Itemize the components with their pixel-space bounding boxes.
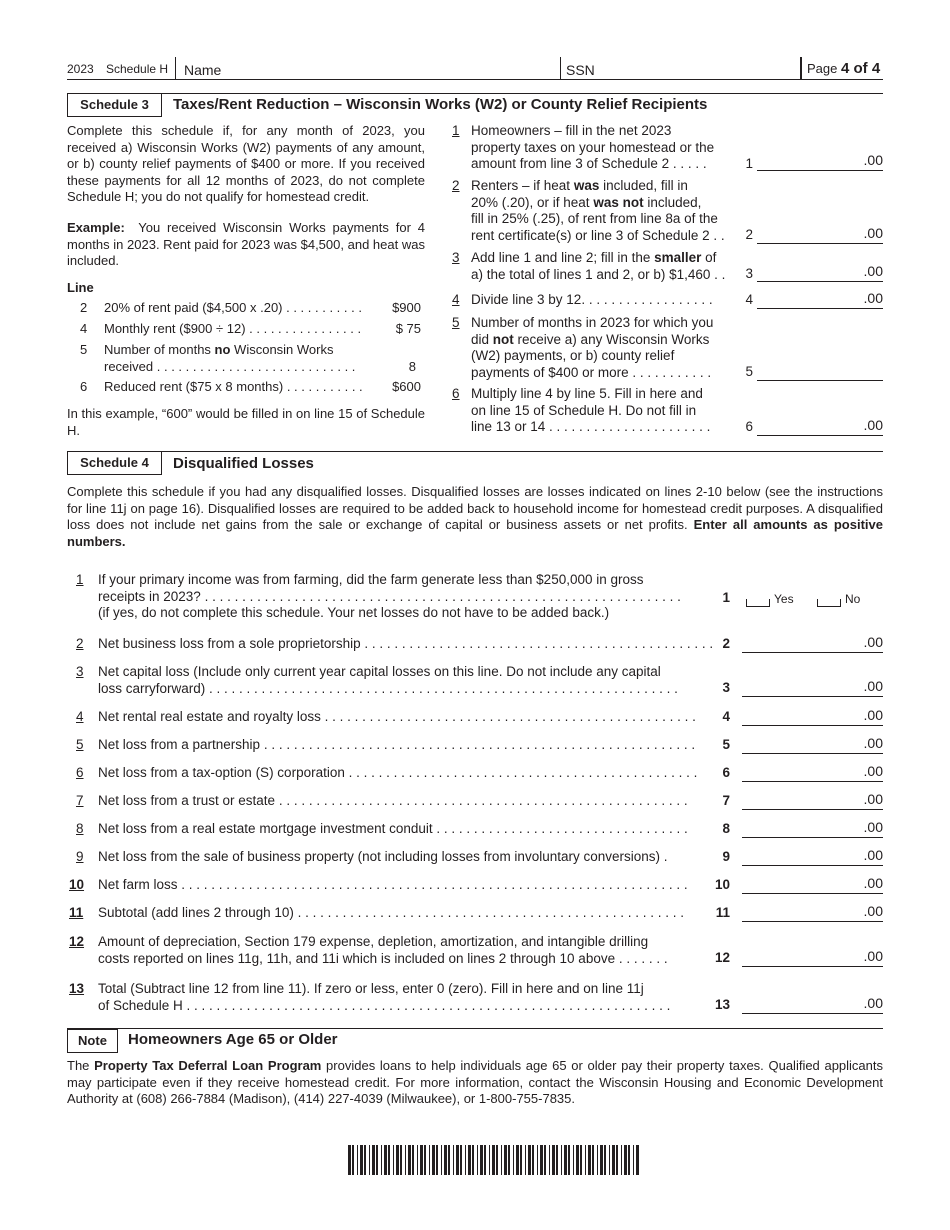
s4-line-text: Net loss from a partnership . . . . . . . . . . . . . . . . . . . . . . . . . . . . . . . . . . . . . . . . . . . . . . . . . . . . . . . . . . bbox=[98, 737, 696, 752]
s4-line-text: Net loss from a tax-option (S) corporation . . . . . . . . . . . . . . . . . . . . . . . . . . . . . . . . . . . . . . . . . . . . . . . bbox=[98, 765, 698, 780]
barcode-bar bbox=[580, 1145, 582, 1175]
page-prefix: Page bbox=[807, 61, 841, 76]
program-name: Property Tax Deferral Loan Program bbox=[94, 1058, 322, 1073]
s3-line-text: Add line 1 and line 2; fill in the smaller of a) the total of lines 1 and 2, or b) $1,460 . . bbox=[471, 250, 726, 282]
s3-line2-field[interactable] bbox=[757, 243, 883, 244]
sched3-intro: Complete this schedule if, for any month of 2023, you received a) Wisconsin Works (W2) payments of any amount, or b) county relief payments of $400 or more. If you received these payments for all 12 months of 2023, do not complete Schedule H; you do not qualify for homestead credit. bbox=[67, 123, 425, 204]
s4-line-field[interactable] bbox=[742, 753, 883, 754]
s4-line-field[interactable] bbox=[742, 781, 883, 782]
barcode-bar bbox=[532, 1145, 534, 1175]
barcode-bar bbox=[496, 1145, 498, 1175]
barcode-bar bbox=[376, 1145, 378, 1175]
s4-line-field[interactable] bbox=[742, 652, 883, 653]
s3-line-ref: 4 bbox=[745, 292, 753, 307]
no-checkbox[interactable] bbox=[817, 599, 841, 607]
barcode-bar bbox=[552, 1145, 555, 1175]
example-row-num: 2 bbox=[80, 300, 88, 315]
barcode-bar bbox=[628, 1145, 630, 1175]
barcode-bar bbox=[388, 1145, 390, 1175]
barcode-bar bbox=[612, 1145, 615, 1175]
s4-line-num: 8 bbox=[76, 821, 84, 836]
barcode-bar bbox=[400, 1145, 402, 1175]
s3-line4-field[interactable] bbox=[757, 308, 883, 309]
example-row-value: $600 bbox=[392, 379, 421, 394]
example-row-value: $ 75 bbox=[395, 321, 421, 336]
barcode-bar bbox=[472, 1145, 474, 1175]
s4-line-text: Net business loss from a sole proprietorship . . . . . . . . . . . . . . . . . . . . . . . . . . . . . . . . . . . . . . . . . . . . . . . bbox=[98, 636, 713, 651]
s4-line-field[interactable] bbox=[742, 837, 883, 838]
s4-line-ref: 3 bbox=[722, 680, 730, 695]
barcode-bar bbox=[573, 1145, 574, 1175]
barcode-bar bbox=[393, 1145, 394, 1175]
barcode-bar bbox=[372, 1145, 375, 1175]
no-label: No bbox=[845, 592, 861, 606]
barcode-bar bbox=[561, 1145, 562, 1175]
note-rule bbox=[67, 1028, 883, 1029]
barcode-bar bbox=[480, 1145, 483, 1175]
barcode-bar bbox=[444, 1145, 447, 1175]
s3-line3-amount[interactable]: .00 bbox=[863, 263, 883, 279]
sched3-box: Schedule 3 bbox=[67, 93, 162, 117]
example-row-text: Monthly rent ($900 ÷ 12) . . . . . . . . . . . . . . . . bbox=[104, 321, 362, 336]
barcode-bar bbox=[429, 1145, 430, 1175]
barcode-bar bbox=[544, 1145, 546, 1175]
header-year: 2023 bbox=[67, 62, 94, 76]
sched3-example bbox=[67, 220, 425, 270]
yes-checkbox[interactable] bbox=[746, 599, 770, 607]
note-text: The Property Tax Deferral Loan Program provides loans to help individuals age 65 or older pay their property taxes. Qualified applicants may participate even if they receive homestead credit. For more information, contact the Wisconsin Housing and Economic Development Authority at (608) 266-7884 (Madison), (414) 227-4039 (Milwaukee), or 1-800-755-7835. bbox=[67, 1058, 884, 1106]
barcode-bar bbox=[453, 1145, 454, 1175]
example-footer: In this example, “600” would be filled in on line 15 of Schedule H. bbox=[67, 406, 425, 438]
barcode-bar bbox=[609, 1145, 610, 1175]
s4-line-text: Amount of depreciation, Section 179 expense, depletion, amortization, and intangible drilling costs reported on lines 11g, 11h, and 11i which is included on lines 2 through 10 above . . . . . . . bbox=[98, 934, 668, 966]
s4-line-text: Total (Subtract line 12 from line 11). If zero or less, enter 0 (zero). Fill in here and on line 11j of Schedule H . . . . . . . . . . . . . . . . . . . . . . . . . . . . . . . . . . . . . . . . . . . . . . . . . . . . . . . . . . . . . . . . . bbox=[98, 981, 671, 1013]
barcode-bar bbox=[352, 1145, 354, 1175]
s4-line-field[interactable] bbox=[742, 1013, 883, 1014]
s4-line-text: Net farm loss . . . . . . . . . . . . . . . . . . . . . . . . . . . . . . . . . . . . . . . . . . . . . . . . . . . . . . . . . . . . . . . . . . . . bbox=[98, 877, 688, 892]
barcode-bar bbox=[381, 1145, 382, 1175]
s4-line-num: 2 bbox=[76, 636, 84, 651]
barcode-bar bbox=[585, 1145, 586, 1175]
example-row-num: 5 bbox=[80, 342, 88, 357]
page-value: 4 of 4 bbox=[840, 60, 881, 77]
s3-line2-amount[interactable]: .00 bbox=[863, 225, 883, 241]
s3-line-num: 6 bbox=[452, 386, 460, 401]
s4-line-ref: 11 bbox=[715, 905, 730, 920]
s4-line-field[interactable] bbox=[742, 865, 883, 866]
s4-line-num: 13 bbox=[69, 981, 85, 996]
s4-line-field[interactable] bbox=[742, 809, 883, 810]
s4-line-num: 1 bbox=[76, 572, 84, 587]
sched4-rule bbox=[67, 451, 883, 452]
s3-line-num: 1 bbox=[452, 123, 460, 138]
s3-line-ref: 1 bbox=[745, 156, 753, 171]
s4-line-amount[interactable]: .00 bbox=[863, 634, 883, 650]
barcode-bar bbox=[348, 1145, 351, 1175]
barcode-bar bbox=[556, 1145, 558, 1175]
barcode-bar bbox=[492, 1145, 495, 1175]
barcode-bar bbox=[432, 1145, 435, 1175]
barcode-bar bbox=[396, 1145, 399, 1175]
s4-line-text: If your primary income was from farming, did the farm generate less than $250,000 in gross receipts in 2023? . . . . . . . . . . . . . . . . . . . . . . . . . . . . . . . . . . . . . . . . . . . . . . . . . . . . . . . . . . . . . . . . (if yes, do not complete this schedule. Your net losses do not have to be added back.) bbox=[98, 572, 681, 620]
barcode-bar bbox=[504, 1145, 507, 1175]
barcode-bar bbox=[568, 1145, 570, 1175]
example-label: Example: bbox=[67, 220, 125, 235]
example-row-value: $900 bbox=[392, 300, 421, 315]
barcode-bar bbox=[540, 1145, 543, 1175]
barcode-bar bbox=[508, 1145, 510, 1175]
s3-line-text: Divide line 3 by 12. . . . . . . . . . . . . . . . . . bbox=[471, 292, 713, 307]
barcode-bar bbox=[405, 1145, 406, 1175]
barcode-bar bbox=[460, 1145, 462, 1175]
s3-line1-amount[interactable]: .00 bbox=[863, 152, 883, 168]
s4-line-text: Net capital loss (Include only current year capital losses on this line. Do not include any capital loss carryforward) . . . . . . . . . . . . . . . . . . . . . . . . . . . . . . . . . . . . . . . . . . . . . . . . . . . . . . . . . . . . . . . bbox=[98, 664, 678, 696]
s4-line-field[interactable] bbox=[742, 966, 883, 967]
s3-line-num: 4 bbox=[452, 292, 460, 307]
barcode-bar bbox=[520, 1145, 522, 1175]
s4-line-text: Net loss from the sale of business property (not including losses from involuntary conversions) . bbox=[98, 849, 668, 864]
barcode-bar bbox=[525, 1145, 526, 1175]
s4-line-field[interactable] bbox=[742, 725, 883, 726]
s4-line-num: 6 bbox=[76, 765, 84, 780]
barcode-bar bbox=[417, 1145, 418, 1175]
s3-line-num: 5 bbox=[452, 315, 460, 330]
s4-line-ref: 10 bbox=[714, 877, 730, 892]
barcode-bar bbox=[364, 1145, 366, 1175]
barcode-bar bbox=[501, 1145, 502, 1175]
sched4-title: Disqualified Losses bbox=[173, 455, 314, 472]
barcode-bar bbox=[465, 1145, 466, 1175]
barcode-bar bbox=[633, 1145, 634, 1175]
example-row-text: 20% of rent paid ($4,500 x .20) . . . . . . . . . . . bbox=[104, 300, 362, 315]
s4-line-num: 5 bbox=[76, 737, 84, 752]
s4-line-text: Net rental real estate and royalty loss . . . . . . . . . . . . . . . . . . . . . . . . . . . . . . . . . . . . . . . . . . . . . . . . . . bbox=[98, 709, 696, 724]
sched4-intro: Complete this schedule if you had any disqualified losses. Disqualified losses are losses indicated on lines 2-10 below (see the instructions for line 11j on page 16). Disqualified losses are required to be added back to household income for homestead credit purposes. A disqualified loss does not include net gains from the sale or exchange of capital or business assets or net profits. Enter all amounts as positive numbers. bbox=[67, 484, 883, 549]
s4-line-amount[interactable]: .00 bbox=[863, 847, 883, 863]
s4-line-amount[interactable]: .00 bbox=[863, 707, 883, 723]
page-number bbox=[807, 60, 880, 77]
s4-line-ref: 1 bbox=[722, 590, 730, 605]
s3-line4-amount[interactable]: .00 bbox=[863, 290, 883, 306]
example-row bbox=[80, 379, 425, 394]
s4-line-amount[interactable]: .00 bbox=[863, 791, 883, 807]
s4-line-amount[interactable]: .00 bbox=[863, 678, 883, 694]
s4-line-ref: 2 bbox=[722, 636, 730, 651]
s3-line-ref: 5 bbox=[745, 364, 753, 379]
barcode-bar bbox=[576, 1145, 579, 1175]
s4-line-num: 12 bbox=[69, 934, 85, 949]
barcode-bar bbox=[441, 1145, 442, 1175]
barcode-bar bbox=[513, 1145, 514, 1175]
s3-line-num: 3 bbox=[452, 250, 460, 265]
barcode-bar bbox=[600, 1145, 603, 1175]
barcode-bar bbox=[360, 1145, 363, 1175]
barcode-bar bbox=[516, 1145, 519, 1175]
header-schedule: Schedule H bbox=[106, 62, 169, 76]
barcode-bar bbox=[588, 1145, 591, 1175]
example-row bbox=[80, 342, 425, 376]
example-row-text: Number of months no Wisconsin Works bbox=[104, 342, 334, 357]
example-row-value: 8 bbox=[408, 359, 416, 374]
barcode-bar bbox=[448, 1145, 450, 1175]
s4-line-field[interactable] bbox=[742, 893, 883, 894]
s3-line1-field[interactable] bbox=[757, 170, 883, 171]
s4-line-field[interactable] bbox=[742, 921, 883, 922]
s3-line-ref: 2 bbox=[745, 227, 753, 242]
s4-line-text: Net loss from a real estate mortgage investment conduit . . . . . . . . . . . . . . . . . . . . . . . . . . . . . . . . . . bbox=[98, 821, 688, 836]
barcode-bar bbox=[468, 1145, 471, 1175]
barcode-bar bbox=[436, 1145, 438, 1175]
yes-label: Yes bbox=[774, 592, 794, 606]
s3-line-num: 2 bbox=[452, 178, 460, 193]
s4-line-num: 4 bbox=[76, 709, 84, 724]
barcode-bar bbox=[369, 1145, 370, 1175]
barcode-bar bbox=[424, 1145, 426, 1175]
note-title: Homeowners Age 65 or Older bbox=[128, 1031, 338, 1048]
s3-line5-field[interactable] bbox=[757, 380, 883, 381]
barcode bbox=[348, 1145, 642, 1175]
s3-line6-field[interactable] bbox=[757, 435, 883, 436]
s4-line-ref: 13 bbox=[714, 997, 730, 1012]
barcode-bar bbox=[484, 1145, 486, 1175]
s4-line-ref: 12 bbox=[714, 950, 730, 965]
s4-line-ref: 4 bbox=[722, 709, 730, 724]
s4-line-num: 10 bbox=[69, 877, 85, 892]
name-field[interactable] bbox=[180, 79, 560, 80]
s3-line-text: Number of months in 2023 for which you did not receive a) any Wisconsin Works (W2) payments, or b) county relief payments of $400 or more . . . . . . . . . . . bbox=[471, 315, 714, 380]
barcode-bar bbox=[456, 1145, 459, 1175]
example-row-num: 4 bbox=[80, 321, 88, 336]
sched3-title: Taxes/Rent Reduction – Wisconsin Works (W2) or County Relief Recipients bbox=[173, 96, 708, 113]
s4-line-ref: 5 bbox=[722, 737, 730, 752]
example-text: You received Wisconsin Works payments for 4 months in 2023. Rent paid for 2023 was $4,500, and heat was included. bbox=[67, 220, 425, 268]
barcode-bar bbox=[489, 1145, 490, 1175]
header-divider bbox=[175, 57, 176, 79]
s4-line-amount[interactable]: .00 bbox=[863, 763, 883, 779]
barcode-bar bbox=[564, 1145, 567, 1175]
barcode-bar bbox=[408, 1145, 411, 1175]
sched4-box: Schedule 4 bbox=[67, 451, 162, 475]
barcode-bar bbox=[357, 1145, 358, 1175]
s4-line-ref: 7 bbox=[722, 793, 730, 808]
sched3-rule bbox=[67, 93, 883, 94]
example-row-text: Reduced rent ($75 x 8 months) . . . . . . . . . . . bbox=[104, 379, 363, 394]
s4-line-ref: 9 bbox=[722, 849, 730, 864]
barcode-bar bbox=[624, 1145, 627, 1175]
barcode-bar bbox=[420, 1145, 423, 1175]
s4-line-amount[interactable]: .00 bbox=[863, 903, 883, 919]
header-divider bbox=[560, 57, 561, 79]
s4-line-ref: 8 bbox=[722, 821, 730, 836]
s4-line-amount[interactable]: .00 bbox=[863, 735, 883, 751]
example-row-text: received . . . . . . . . . . . . . . . . . . . . . . . . . . . . bbox=[104, 359, 356, 374]
barcode-bar bbox=[604, 1145, 606, 1175]
s4-line-amount[interactable]: .00 bbox=[863, 875, 883, 891]
s3-line-ref: 3 bbox=[745, 266, 753, 281]
barcode-bar bbox=[592, 1145, 594, 1175]
s3-line-ref: 6 bbox=[745, 419, 753, 434]
barcode-bar bbox=[597, 1145, 598, 1175]
barcode-bar bbox=[616, 1145, 618, 1175]
s4-line-num: 3 bbox=[76, 664, 84, 679]
barcode-bar bbox=[549, 1145, 550, 1175]
header-divider bbox=[800, 57, 802, 79]
barcode-bar bbox=[621, 1145, 622, 1175]
example-row bbox=[80, 300, 425, 315]
s4-line-amount[interactable]: .00 bbox=[863, 819, 883, 835]
s4-line-amount[interactable]: .00 bbox=[863, 948, 883, 964]
s4-line-num: 7 bbox=[76, 793, 84, 808]
s4-line-text: Subtotal (add lines 2 through 10) . . . . . . . . . . . . . . . . . . . . . . . . . . . . . . . . . . . . . . . . . . . . . . . . . . . . bbox=[98, 905, 684, 920]
barcode-bar bbox=[636, 1145, 639, 1175]
s4-line-amount[interactable]: .00 bbox=[863, 995, 883, 1011]
barcode-bar bbox=[537, 1145, 538, 1175]
s3-line3-field[interactable] bbox=[757, 281, 883, 282]
s3-line-text: Renters – if heat was included, fill in 20% (.20), or if heat was not included, fill in 25% (.25), of rent from line 8a of the rent certificate(s) or line 3 of Schedule 2 . . bbox=[471, 178, 725, 243]
note-box: Note bbox=[67, 1029, 118, 1053]
s4-line-num: 11 bbox=[69, 905, 84, 920]
ssn-label: SSN bbox=[566, 62, 595, 78]
barcode-bar bbox=[384, 1145, 387, 1175]
barcode-bar bbox=[477, 1145, 478, 1175]
example-line-header: Line bbox=[67, 280, 94, 295]
barcode-bar bbox=[412, 1145, 414, 1175]
example-row bbox=[80, 321, 425, 336]
ssn-field[interactable] bbox=[561, 79, 800, 80]
s3-line6-amount[interactable]: .00 bbox=[863, 417, 883, 433]
name-label: Name bbox=[184, 62, 222, 78]
s3-line-text: Homeowners – fill in the net 2023 property taxes on your homestead or the amount from line 3 of Schedule 2 . . . . . bbox=[471, 123, 715, 171]
barcode-bar bbox=[528, 1145, 531, 1175]
s4-line-field[interactable] bbox=[742, 696, 883, 697]
s4-line-text: Net loss from a trust or estate . . . . . . . . . . . . . . . . . . . . . . . . . . . . . . . . . . . . . . . . . . . . . . . . . . . . . . . bbox=[98, 793, 688, 808]
example-row-num: 6 bbox=[80, 379, 88, 394]
s4-line-ref: 6 bbox=[722, 765, 730, 780]
s3-line-text: Multiply line 4 by line 5. Fill in here and on line 15 of Schedule H. Do not fill in line 13 or 14 . . . . . . . . . . . . . . . . . . . . . . bbox=[471, 386, 711, 434]
s4-line-num: 9 bbox=[76, 849, 84, 864]
